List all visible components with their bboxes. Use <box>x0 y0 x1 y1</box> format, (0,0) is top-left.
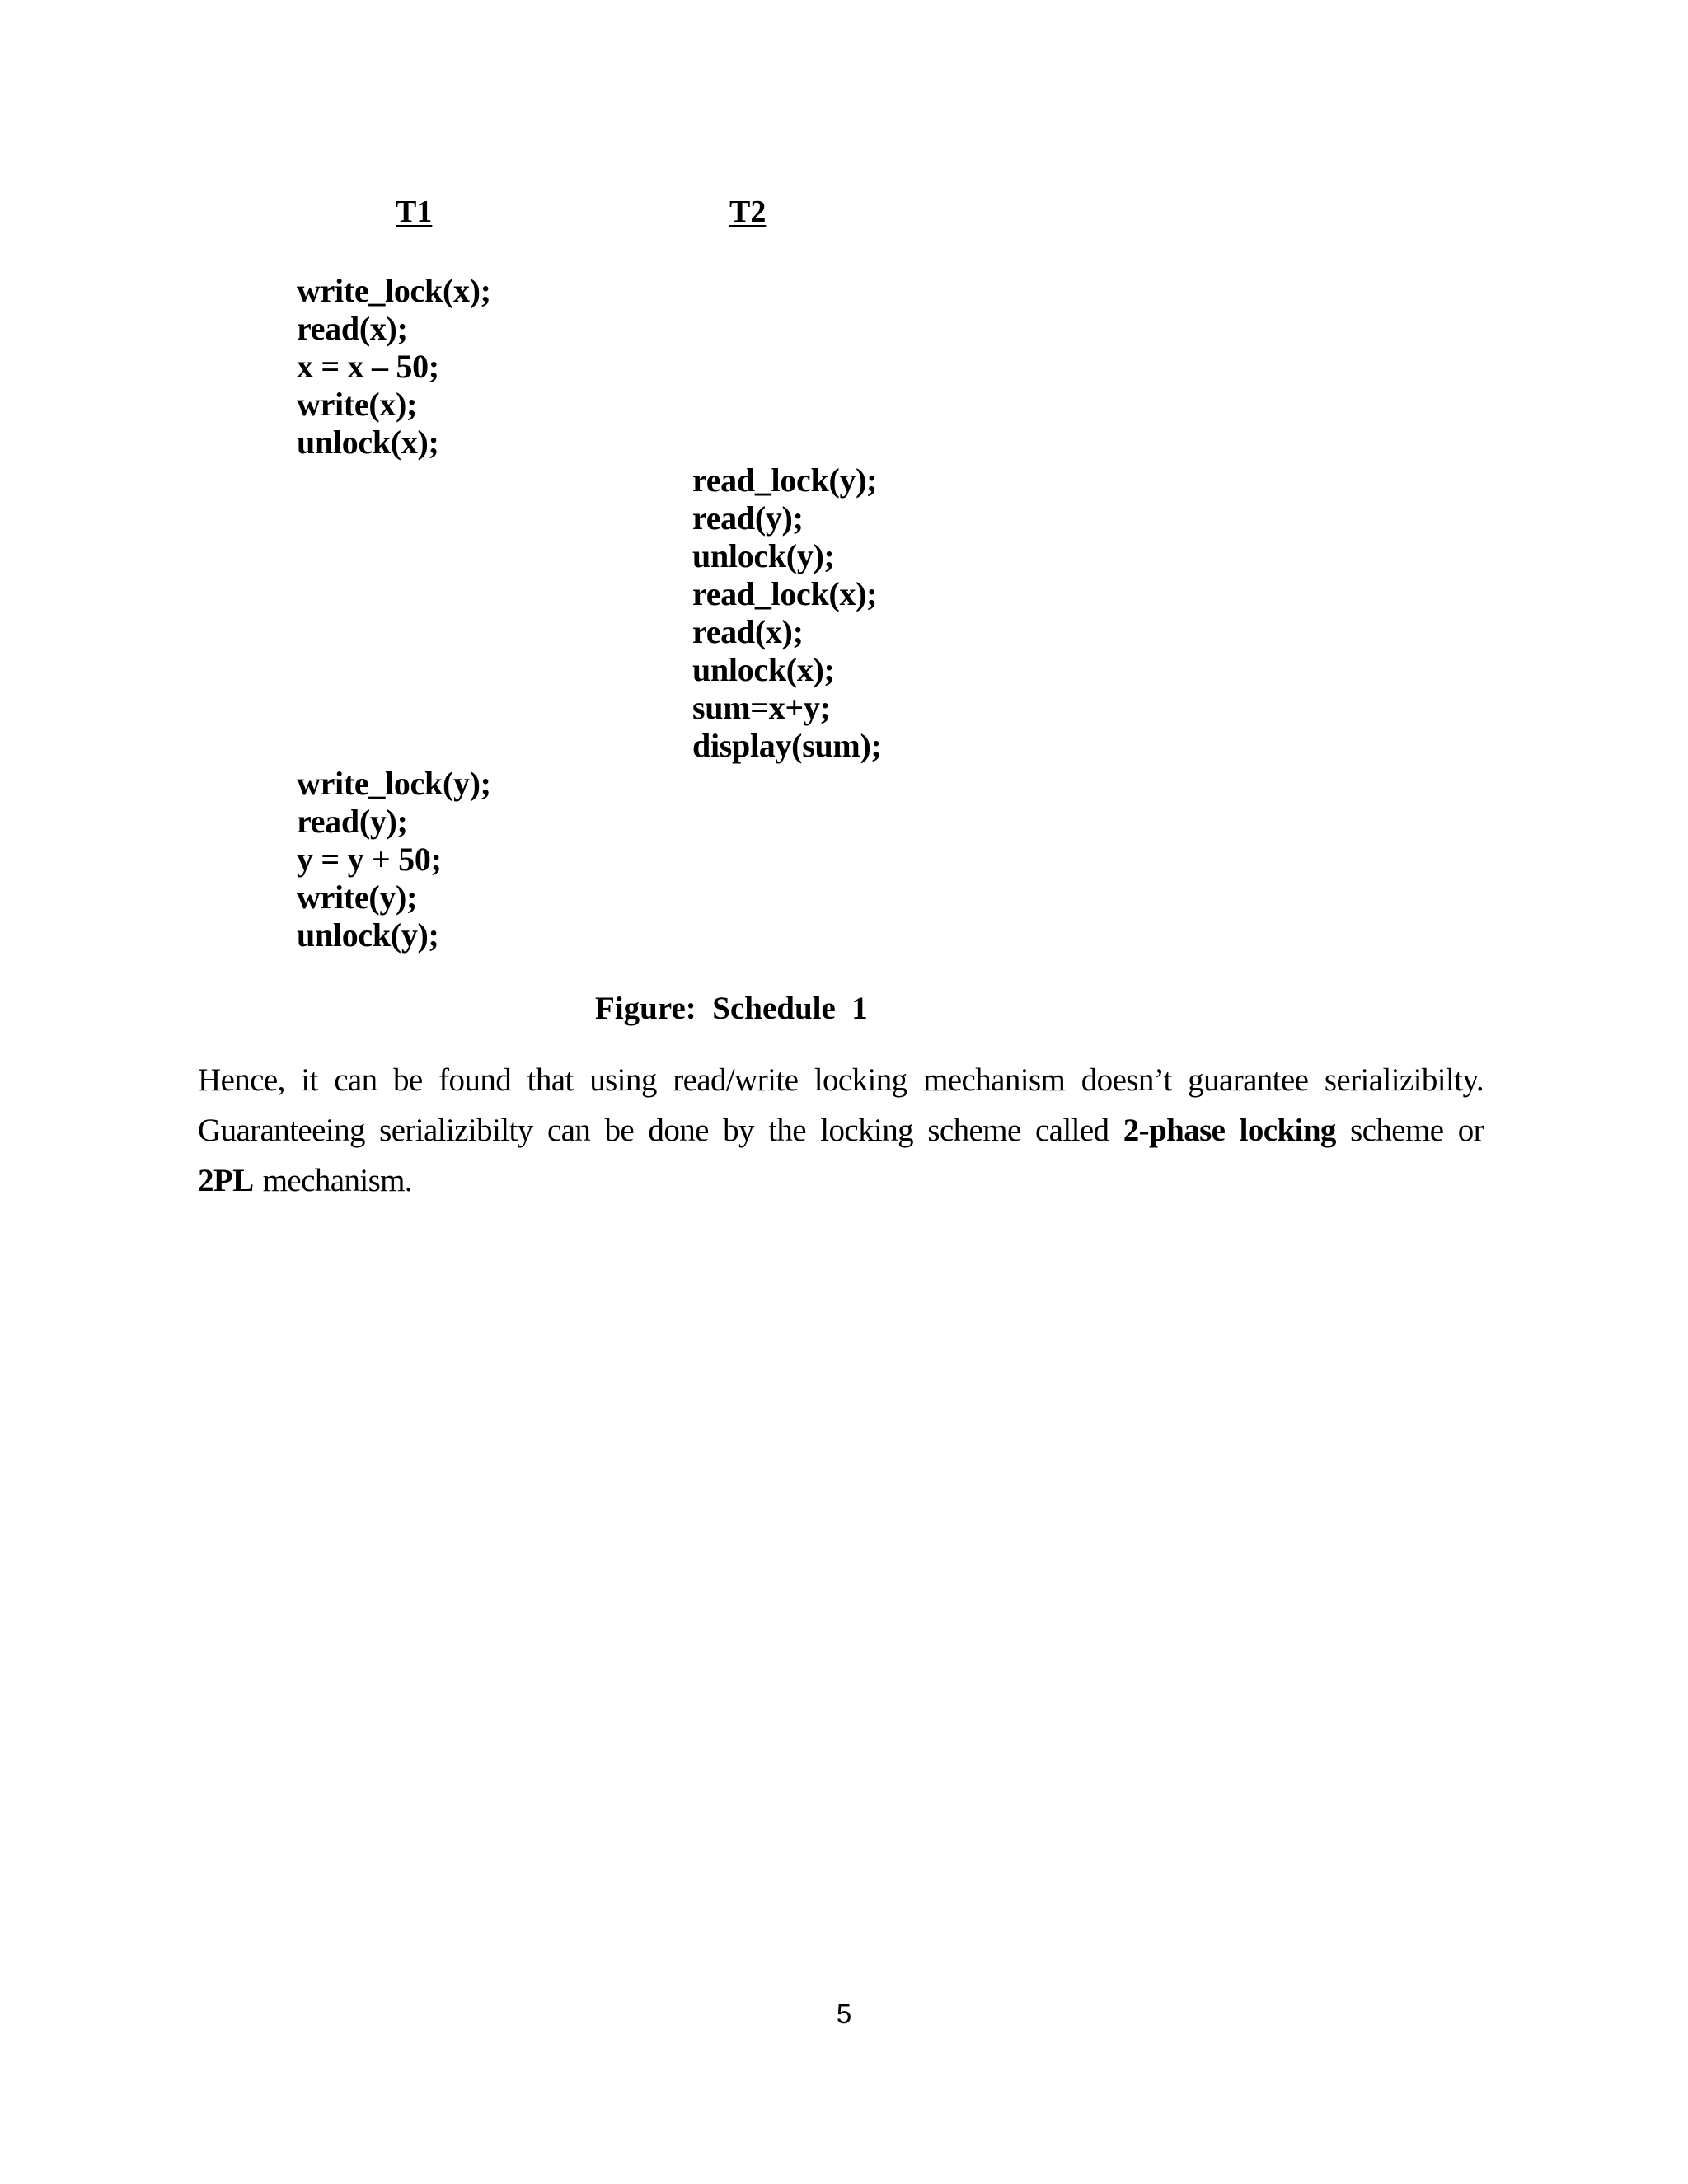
t1-operation: read(y); <box>297 803 408 840</box>
paragraph-text: scheme or <box>1335 1113 1484 1148</box>
t1-operation: y = y + 50; <box>297 841 442 878</box>
t2-operation: read_lock(x); <box>692 575 878 612</box>
bold-term: 2-phase locking <box>1123 1113 1336 1148</box>
t2-operation: sum=x+y; <box>692 689 831 726</box>
t1-operation: write_lock(x); <box>297 272 491 309</box>
t2-operation: unlock(x); <box>692 651 835 688</box>
paragraph-line-1 <box>198 1055 1484 1105</box>
t1-operation: write(x); <box>297 386 418 423</box>
bold-term: 2PL <box>198 1163 254 1198</box>
t1-operation: write(y); <box>297 879 418 916</box>
figure-caption: Figure: Schedule 1 <box>595 991 868 1026</box>
paragraph-text: Hence, it can be found that using read/write locking mechanism doesn’t guarantee serializibilty. <box>198 1062 1484 1098</box>
t2-operation: read(x); <box>692 613 804 650</box>
t2-operation: unlock(y); <box>692 537 835 574</box>
paragraph-text: mechanism. <box>253 1163 413 1198</box>
paragraph-text: Guaranteeing serializibilty can be done by the locking scheme called <box>198 1113 1123 1148</box>
t1-operation: unlock(x); <box>297 424 439 461</box>
t2-column-header: T2 <box>729 194 767 229</box>
paragraph-line-2 <box>198 1105 1484 1155</box>
paragraph-line-3 <box>198 1155 1484 1206</box>
t1-operations-block-2 <box>297 765 491 954</box>
t2-operations-block <box>692 462 881 765</box>
body-paragraph <box>198 1055 1484 1206</box>
page-number: 5 <box>836 1999 852 2029</box>
t2-operation: read(y); <box>692 499 804 537</box>
t1-operation: write_lock(y); <box>297 765 491 802</box>
t1-column-header: T1 <box>396 194 433 229</box>
t1-operation: x = x – 50; <box>297 348 439 385</box>
t1-operations-block-1 <box>297 272 491 462</box>
t1-operation: unlock(y); <box>297 916 439 954</box>
t2-operation: read_lock(y); <box>692 462 878 499</box>
t2-operation: display(sum); <box>692 727 882 764</box>
t1-operation: read(x); <box>297 310 408 347</box>
